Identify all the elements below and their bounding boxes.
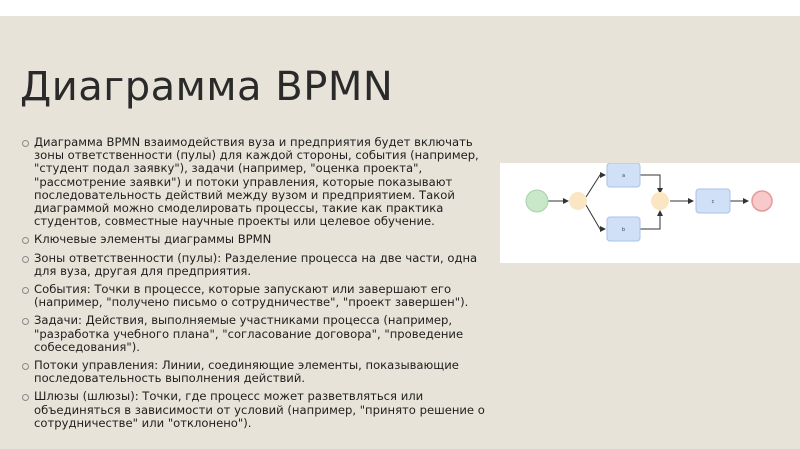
slide bbox=[0, 16, 800, 449]
start-event bbox=[526, 190, 548, 212]
split-gateway bbox=[569, 192, 587, 210]
bullet-item: Шлюзы (шлюзы): Точки, где процесс может разветвляться или объединяться в зависимости от условий (например, "принято решение о сотрудничестве" или "отклонено"). bbox=[22, 390, 500, 430]
flow-arrow bbox=[586, 175, 605, 197]
flow-arrow bbox=[640, 211, 660, 229]
flow-arrow bbox=[586, 205, 605, 229]
bpmn-diagram-image bbox=[500, 163, 800, 263]
join-gateway bbox=[651, 192, 669, 210]
bullet-item: События: Точки в процессе, которые запускают или завершают его (например, "получено письмо о сотрудничестве", "проект завершен"). bbox=[22, 283, 500, 309]
bullet-item: Задачи: Действия, выполняемые участниками процесса (например, "разработка учебного плана", "согласование договора", "проведение собеседования"). bbox=[22, 314, 500, 354]
task-label: b bbox=[621, 227, 626, 233]
bullet-item: Диаграмма BPMN взаимодействия вуза и предприятия будет включать зоны ответственности (пулы) для каждой стороны, события (например, "студент подал заявку"), задачи (например, "оценка проекта", "рассмотрение заявки") и потоки управления, которые показывают последовательность действий между вузом и предприятием. Такой диаграммой можно смоделировать процессы, такие как практика студентов, совместные научные проекты или целевое обучение. bbox=[22, 136, 500, 228]
bullet-list bbox=[22, 136, 500, 435]
bullet-item: Ключевые элементы диаграммы BPMN bbox=[22, 233, 500, 246]
end-event bbox=[752, 191, 772, 211]
bullet-item: Потоки управления: Линии, соединяющие элементы, показывающие последовательность выполнения действий. bbox=[22, 359, 500, 385]
flow-arrow bbox=[640, 175, 660, 193]
task-label: a bbox=[621, 173, 626, 179]
slide-title: Диаграмма BPMN bbox=[20, 64, 394, 110]
bpmn-diagram-svg bbox=[500, 163, 800, 263]
task-label: c bbox=[711, 199, 715, 205]
bullet-item: Зоны ответственности (пулы): Разделение процесса на две части, одна для вуза, другая для предприятия. bbox=[22, 252, 500, 278]
